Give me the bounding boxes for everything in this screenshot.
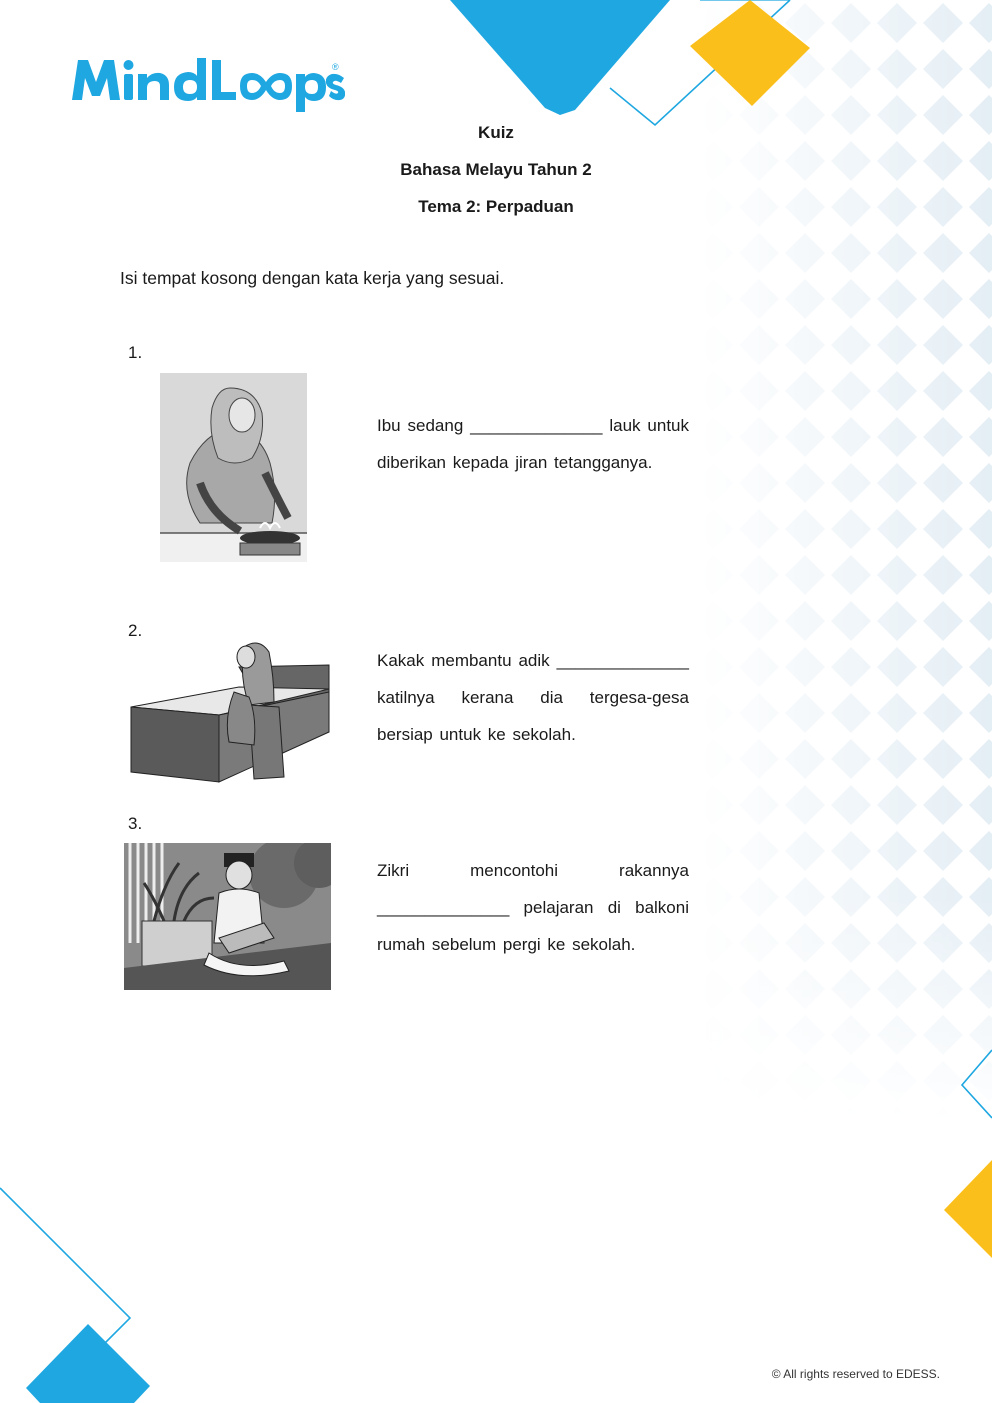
question-number-3: 3. (128, 814, 143, 833)
svg-text:®: ® (332, 62, 339, 72)
copyright-footer: © All rights reserved to EDESS. (771, 1367, 940, 1381)
question-text-3: Zikri mencontohi rakannya ______________ pelajaran di balkoni rumah sebelum pergi ke sekolah. (377, 861, 689, 954)
mindloops-logo (70, 52, 345, 114)
question-number-1: 1. (128, 343, 143, 362)
instruction: Isi tempat kosong dengan kata kerja yang sesuai. (120, 268, 505, 288)
subject-title: Bahasa Melayu Tahun 2 (400, 160, 592, 179)
question-text-2: Kakak membantu adik ______________ katilnya kerana dia tergesa-gesa bersiap untuk ke sekolah. (377, 651, 689, 744)
quiz-title: Kuiz (478, 123, 514, 142)
woman-cooking-image (160, 373, 307, 562)
girl-making-bed-image (129, 637, 331, 783)
question-text-1: Ibu sedang ______________ lauk untuk diberikan kepada jiran tetangganya. (377, 416, 689, 472)
theme-title: Tema 2: Perpaduan (418, 197, 574, 216)
boy-reading-balcony-image (124, 843, 331, 990)
question-number-2: 2. (128, 621, 143, 640)
